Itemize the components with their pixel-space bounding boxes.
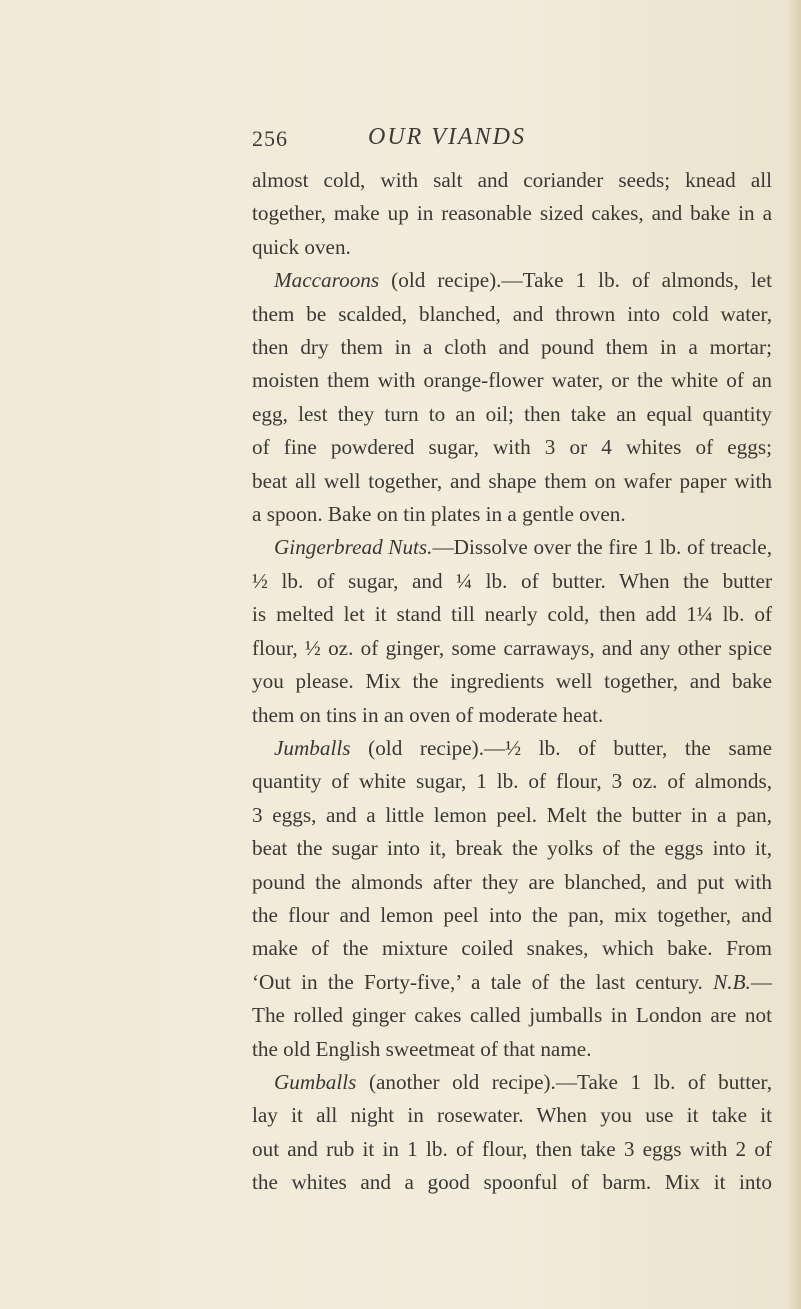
body-text	[252, 164, 772, 1200]
text-line: together, make up in reasonable sized cakes, and bake in a	[252, 201, 772, 226]
recipe-heading-line	[252, 531, 772, 564]
text-line: beat all well together, and shape them on wafer paper with	[252, 468, 772, 493]
text-line: a spoon. Bake on tin plates in a gentle oven.	[252, 502, 626, 527]
recipe-title-maccaroons: Maccaroons	[274, 268, 380, 293]
text-line: lay it all night in rosewater. When you use it take it	[252, 1103, 772, 1128]
text-line: The rolled ginger cakes called jumballs in London are not	[252, 1003, 772, 1028]
text-fragment: —	[750, 969, 772, 994]
recipe-heading-line	[252, 1066, 772, 1099]
text-line: flour, ½ oz. of ginger, some carraways, and any other spice	[252, 635, 772, 660]
running-head: OUR VIANDS	[368, 124, 526, 150]
text-line: them on tins in an oven of moderate heat.	[252, 702, 604, 727]
text-line: moisten them with orange-flower water, or the white of an	[252, 368, 772, 393]
text-line: is melted let it stand till nearly cold, then add 1¼ lb. of	[252, 602, 772, 627]
recipe-title-gumballs: Gumballs	[274, 1069, 357, 1094]
text-fragment: (old recipe).—Take 1 lb. of almonds, let	[379, 268, 772, 293]
text-line: pound the almonds after they are blanched, and put with	[252, 869, 772, 894]
text-line: quantity of white sugar, 1 lb. of flour, 3 oz. of almonds,	[252, 769, 772, 794]
text-line: them be scalded, blanched, and thrown into cold water,	[252, 301, 772, 326]
text-line: of fine powdered sugar, with 3 or 4 whites of eggs;	[252, 435, 772, 460]
text-line: the old English sweetmeat of that name.	[252, 1036, 592, 1061]
text-line: egg, lest they turn to an oil; then take an equal quantity	[252, 401, 772, 426]
text-fragment: (old recipe).—½ lb. of butter, the same	[350, 735, 772, 760]
text-line: 3 eggs, and a little lemon peel. Melt the butter in a pan,	[252, 802, 772, 827]
nota-bene: N.B.	[713, 969, 751, 994]
recipe-heading-line	[252, 732, 772, 765]
text-line: then dry them in a cloth and pound them in a mortar;	[252, 335, 772, 360]
text-line: the whites and a good spoonful of barm. Mix it into	[252, 1170, 772, 1195]
text-fragment: —Dissolve over the fire 1 lb. of treacle,	[432, 535, 772, 560]
page-header	[0, 120, 801, 160]
text-line: the flour and lemon peel into the pan, mix together, and	[252, 902, 772, 927]
text-line: quick oven.	[252, 234, 351, 259]
text-fragment: ‘Out in the Forty-five,’ a tale of the last century.	[252, 969, 714, 994]
text-line: you please. Mix the ingredients well together, and bake	[252, 669, 772, 694]
recipe-title-jumballs: Jumballs	[274, 735, 351, 760]
text-line: almost cold, with salt and coriander seeds; knead all	[252, 168, 772, 192]
text-line: beat the sugar into it, break the yolks of the eggs into it,	[252, 836, 772, 861]
page-number: 256	[252, 126, 288, 151]
recipe-title-gingerbread-nuts: Gingerbread Nuts.	[274, 535, 433, 560]
text-line: ½ lb. of sugar, and ¼ lb. of butter. When the butter	[252, 568, 772, 593]
text-line	[252, 966, 772, 999]
recipe-heading-line	[252, 264, 772, 297]
text-line: out and rub it in 1 lb. of flour, then take 3 eggs with 2 of	[252, 1136, 772, 1161]
text-line: make of the mixture coiled snakes, which bake. From	[252, 936, 772, 961]
text-fragment: (another old recipe).—Take 1 lb. of butter,	[356, 1069, 772, 1094]
